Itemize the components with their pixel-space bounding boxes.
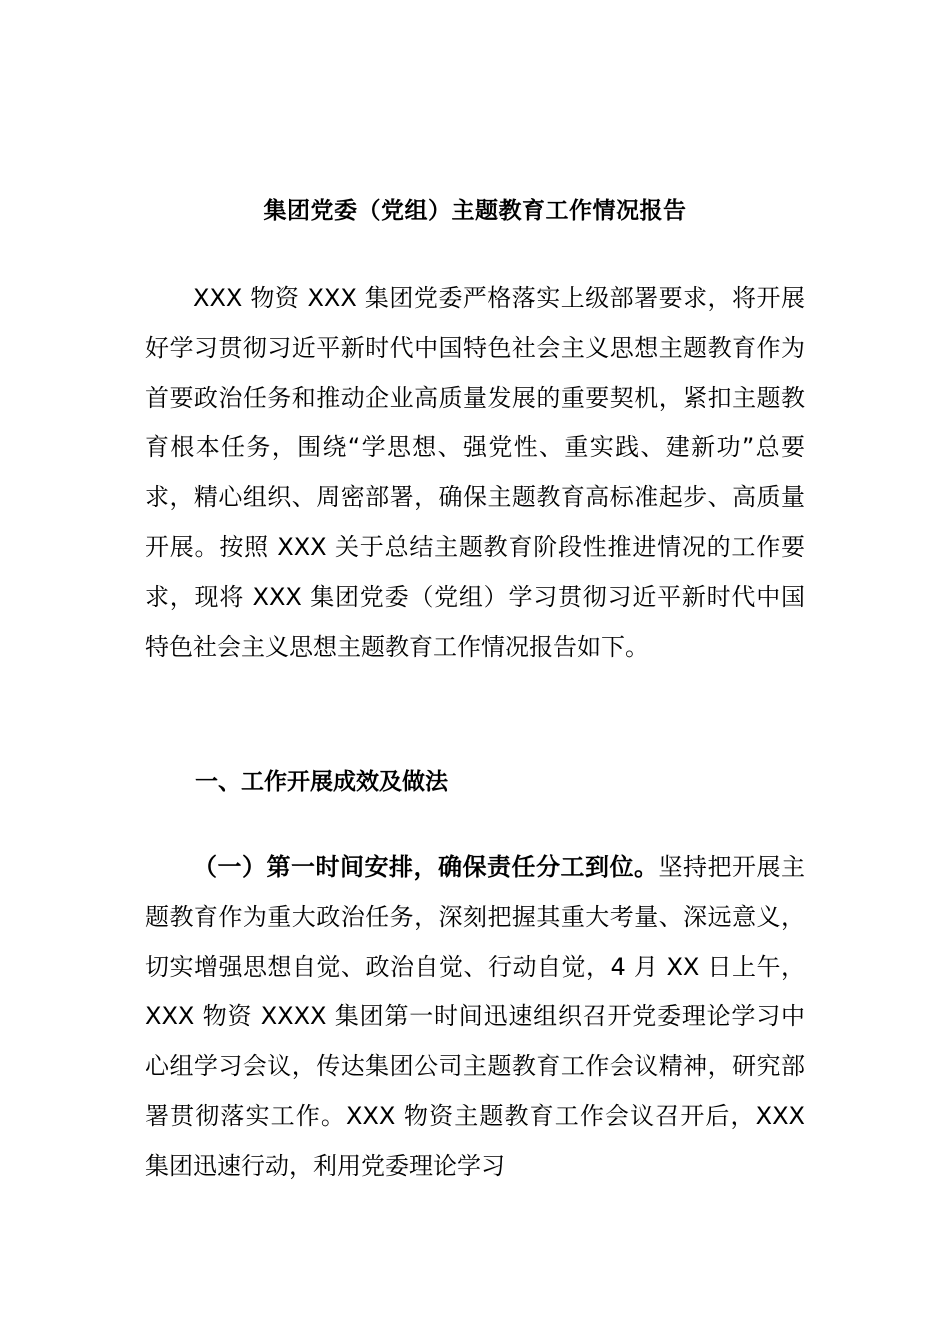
intro-paragraph: XXX 物资 XXX 集团党委严格落实上级部署要求，将开展好学习贯彻习近平新时代中国特色社会主义思想主题教育作为首要政治任务和推动企业高质量发展的重要契机，紧扣主题教育根本任务，围绕“学思想、强党性、重实践、建新功”总要求，精心组织、周密部署，确保主题教育高标准起步、高质量开展。按照 XXX 关于总结主题教育阶段性推进情况的工作要求，现将 XXX 集团党委（党组）学习贯彻习近平新时代中国特色社会主义思想主题教育工作情况报告如下。 xyxy=(145,284,805,661)
document-title: 集团党委（党组）主题教育工作情况报告 xyxy=(263,198,687,224)
subsection-lead: （一）第一时间安排，确保责任分工到位。 xyxy=(193,853,659,881)
subsection-body: 坚持把开展主题教育作为重大政治任务，深刻把握其重大考量、深远意义，切实增强思想自觉、政治自觉、行动自觉，4 月 XX 日上午，XXX 物资 XXXX 集团第一时间迅速组织召开党委理论学习中心组学习会议，传达集团公司主题教育工作会议精神，研究部署贯彻落实工作。XXX 物资主题教育工作会议召开后，XXX 集团迅速行动，利用党委理论学习 xyxy=(145,853,805,1180)
section-heading: 一、工作开展成效及做法 xyxy=(195,769,448,795)
subsection-paragraph xyxy=(145,843,805,1192)
